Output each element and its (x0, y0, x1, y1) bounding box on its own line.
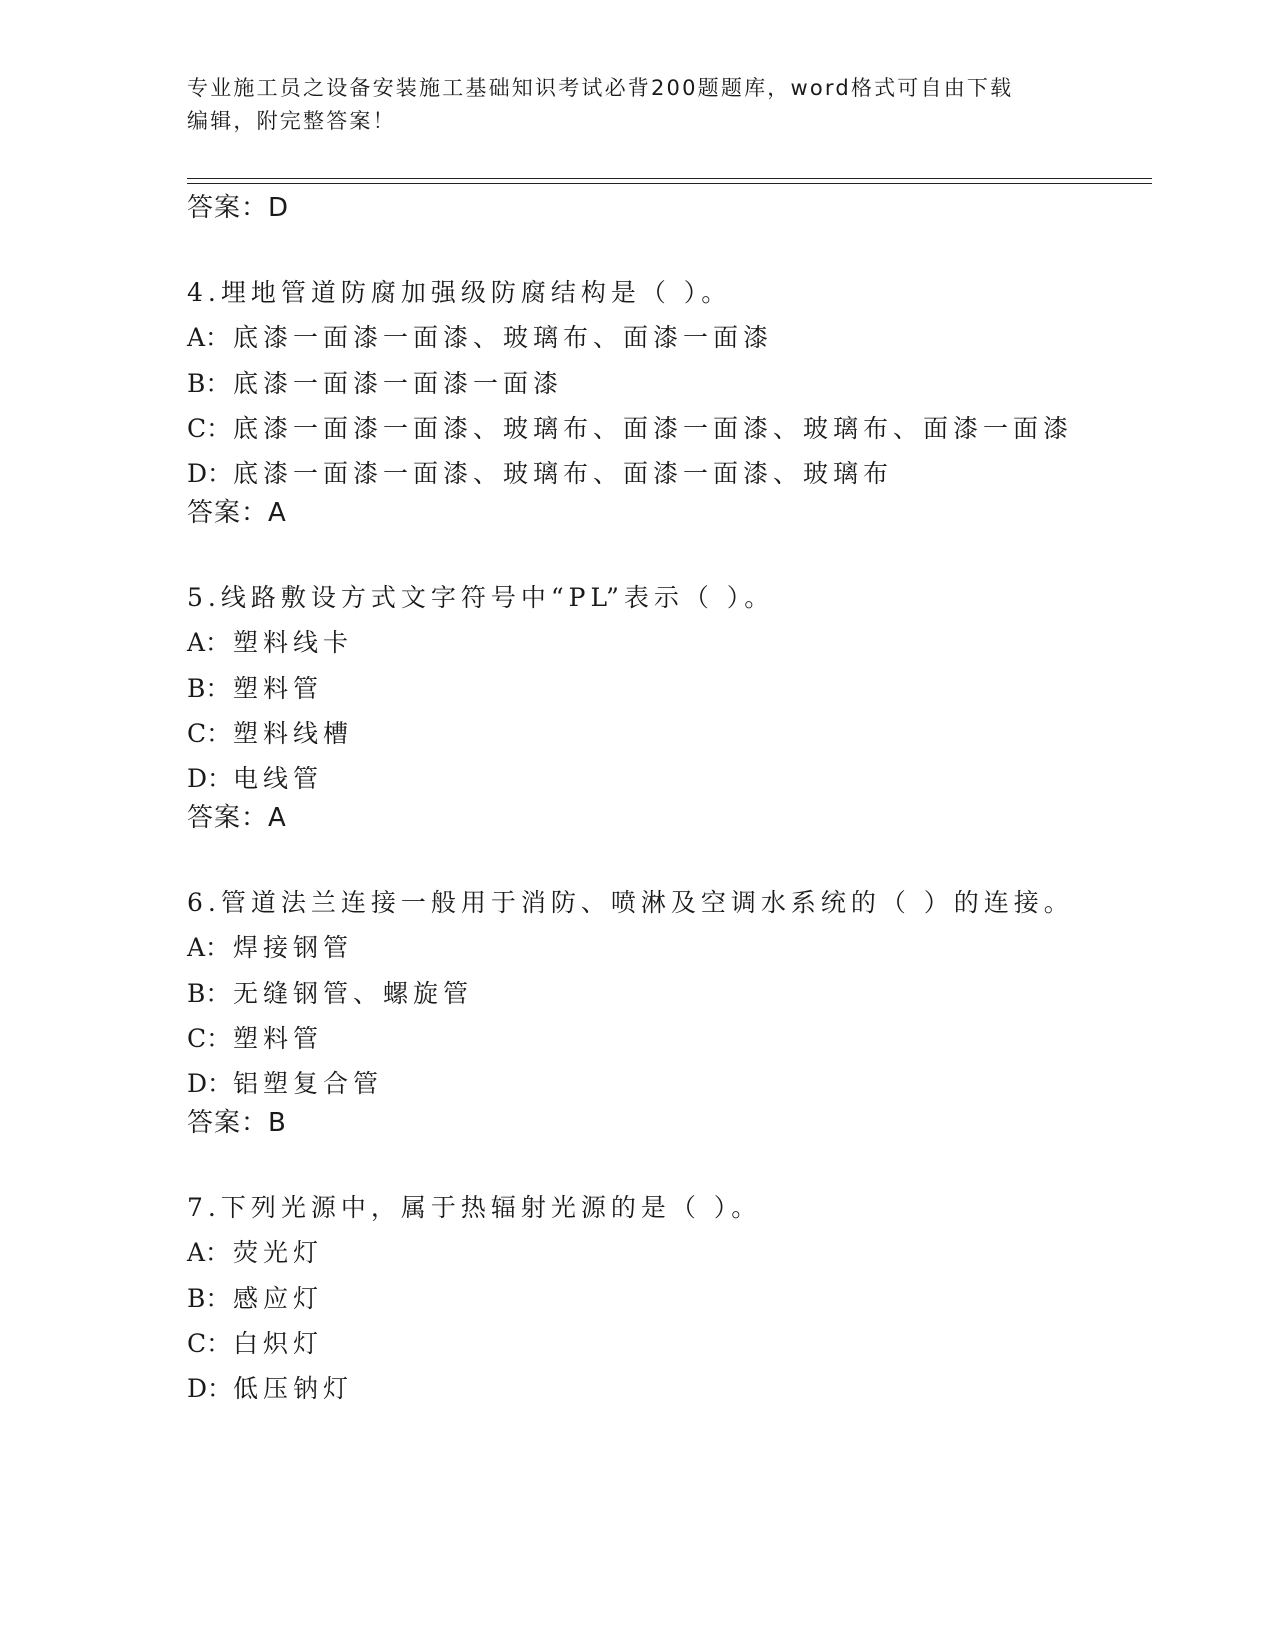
option-key: B： (187, 978, 231, 1008)
answer-line (187, 1106, 287, 1140)
option-key: B： (187, 368, 231, 398)
option-a (187, 626, 1187, 671)
option-text: 底漆一面漆一面漆、玻璃布、面漆一面漆 (233, 323, 774, 353)
question-stem: 6.管道法兰连接一般用于消防、喷淋及空调水系统的（ ）的连接。 (187, 888, 1074, 917)
answer-line (187, 801, 287, 835)
option-a (187, 931, 1187, 976)
option-key: C： (187, 718, 232, 748)
answer-line (187, 496, 287, 530)
option-text: 电线管 (233, 764, 324, 794)
option-key: D： (187, 459, 233, 489)
option-key: B： (187, 1283, 231, 1313)
option-c (187, 1022, 1187, 1067)
answer-value: B (268, 1108, 287, 1138)
answer-separator: ： (241, 1108, 269, 1138)
answer-label: 答案 (187, 498, 242, 528)
option-d (187, 457, 1187, 502)
option-b (187, 977, 1187, 1022)
option-b (187, 1282, 1187, 1327)
option-text: 铝塑复合管 (233, 1069, 384, 1099)
option-key: C： (187, 1328, 232, 1358)
option-text: 无缝钢管、螺旋管 (233, 978, 474, 1008)
option-text: 底漆一面漆一面漆一面漆 (233, 368, 564, 398)
document-header (187, 72, 1067, 138)
header-divider-bottom (187, 183, 1152, 184)
question-stem: 5.线路敷设方式文字符号中“PL”表示（ ）。 (187, 583, 775, 612)
answer-value: D (268, 193, 290, 223)
option-text: 荧光灯 (233, 1238, 324, 1268)
answer-separator: ： (241, 193, 269, 223)
answer-separator: ： (241, 803, 269, 833)
option-text: 底漆一面漆一面漆、玻璃布、面漆一面漆、玻璃布、面漆一面漆 (233, 413, 1074, 443)
question-6 (187, 886, 1187, 1112)
option-key: C： (187, 413, 232, 443)
option-b (187, 367, 1187, 412)
option-d (187, 762, 1187, 807)
option-a (187, 321, 1187, 366)
option-c (187, 412, 1187, 457)
answer-label: 答案 (187, 1108, 242, 1138)
answer-label: 答案 (187, 193, 242, 223)
option-text: 白炽灯 (233, 1328, 324, 1358)
option-text: 焊接钢管 (233, 933, 354, 963)
option-a (187, 1236, 1187, 1281)
question-7 (187, 1191, 1187, 1417)
option-key: D： (187, 764, 233, 794)
option-d (187, 1372, 1187, 1417)
option-key: D： (187, 1374, 233, 1404)
header-line-1: 专业施工员之设备安装施工基础知识考试必背200题题库，word格式可自由下载 (187, 76, 1014, 100)
option-text: 低压钠灯 (233, 1374, 354, 1404)
option-text: 塑料管 (233, 1023, 324, 1053)
option-text: 塑料线卡 (233, 628, 354, 658)
option-key: A： (187, 323, 231, 353)
option-d (187, 1067, 1187, 1112)
option-c (187, 1327, 1187, 1372)
question-5 (187, 581, 1187, 807)
answer-label: 答案 (187, 803, 242, 833)
answer-line (187, 191, 289, 225)
option-text: 底漆一面漆一面漆、玻璃布、面漆一面漆、玻璃布 (233, 459, 894, 489)
option-text: 感应灯 (233, 1283, 324, 1313)
option-key: A： (187, 1238, 231, 1268)
question-4 (187, 276, 1187, 502)
option-key: C： (187, 1023, 232, 1053)
option-text: 塑料线槽 (233, 718, 354, 748)
option-key: B： (187, 673, 231, 703)
option-key: A： (187, 933, 231, 963)
option-c (187, 717, 1187, 762)
question-stem: 4.埋地管道防腐加强级防腐结构是（ ）。 (187, 278, 732, 307)
option-key: D： (187, 1069, 233, 1099)
answer-separator: ： (241, 498, 269, 528)
option-b (187, 672, 1187, 717)
option-key: A： (187, 628, 231, 658)
question-stem: 7.下列光源中，属于热辐射光源的是（ ）。 (187, 1193, 762, 1222)
answer-value: A (268, 803, 287, 833)
option-text: 塑料管 (233, 673, 324, 703)
header-line-2: 编辑，附完整答案！ (187, 109, 396, 133)
header-divider-top (187, 178, 1152, 179)
answer-value: A (268, 498, 287, 528)
